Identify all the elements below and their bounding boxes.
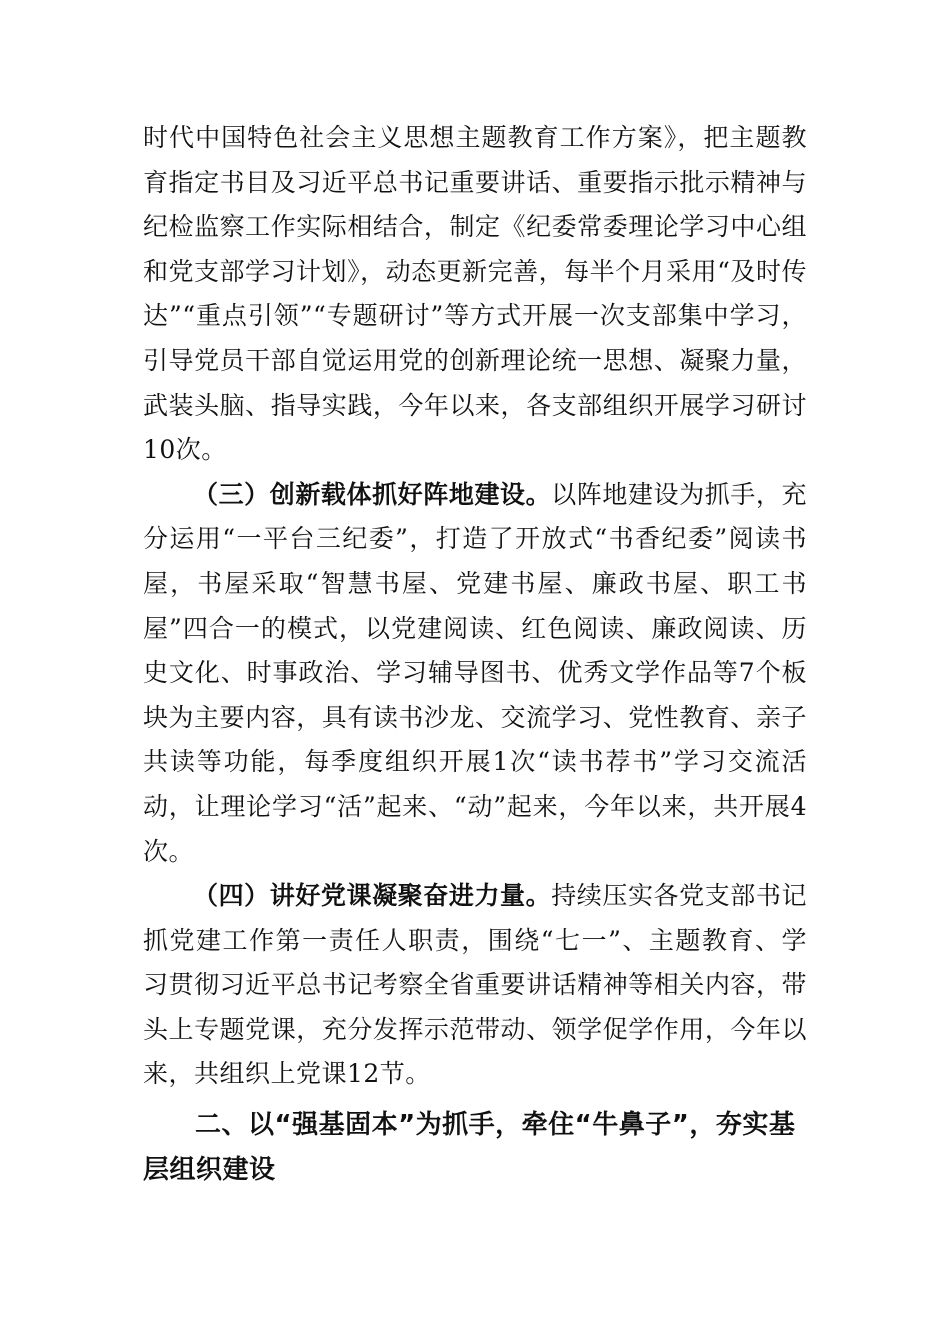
document-page [143, 116, 807, 1192]
paragraph-party-lecture-body: 持续压实各党支部书记抓党建工作第一责任人职责，围绕“七一”、主题教育、学习贯彻习近平总书记考察全省重要讲话精神等相关内容，带头上专题党课，充分发挥示范带动、领学促学作用，今年以来，共组织上党课12节。 [143, 881, 807, 1089]
paragraph-party-lecture [143, 874, 807, 1097]
paragraph-position-building [143, 473, 807, 874]
subsection-heading-4: （四）讲好党课凝聚奋进力量。 [193, 881, 552, 911]
subsection-heading-3: （三）创新载体抓好阵地建设。 [193, 479, 552, 509]
paragraph-study-plan: 时代中国特色社会主义思想主题教育工作方案》，把主题教育指定书目及习近平总书记重要讲话、重要指示批示精神与纪检监察工作实际相结合，制定《纪委常委理论学习中心组和党支部学习计划》，动态更新完善，每半个月采用“及时传达”“重点引领”“专题研讨”等方式开展一次支部集中学习，引导党员干部自觉运用党的创新理论统一思想、凝聚力量，武装头脑、指导实践，今年以来，各支部组织开展学习研讨10次。 [143, 123, 807, 465]
paragraph-position-building-body: 以阵地建设为抓手，充分运用“一平台三纪委”，打造了开放式“书香纪委”阅读书屋，书屋采取“智慧书屋、党建书屋、廉政书屋、职工书屋”四合一的模式，以党建阅读、红色阅读、廉政阅读、历史文化、时事政治、学习辅导图书、优秀文学作品等7个板块为主要内容，具有读书沙龙、交流学习、党性教育、亲子共读等功能，每季度组织开展1次“读书荐书”学习交流活动，让理论学习“活”起来、“动”起来，今年以来，共开展4次。 [143, 479, 807, 866]
section-heading-2: 二、以“强基固本”为抓手，牵住“牛鼻子”，夯实基层组织建设 [143, 1110, 796, 1185]
